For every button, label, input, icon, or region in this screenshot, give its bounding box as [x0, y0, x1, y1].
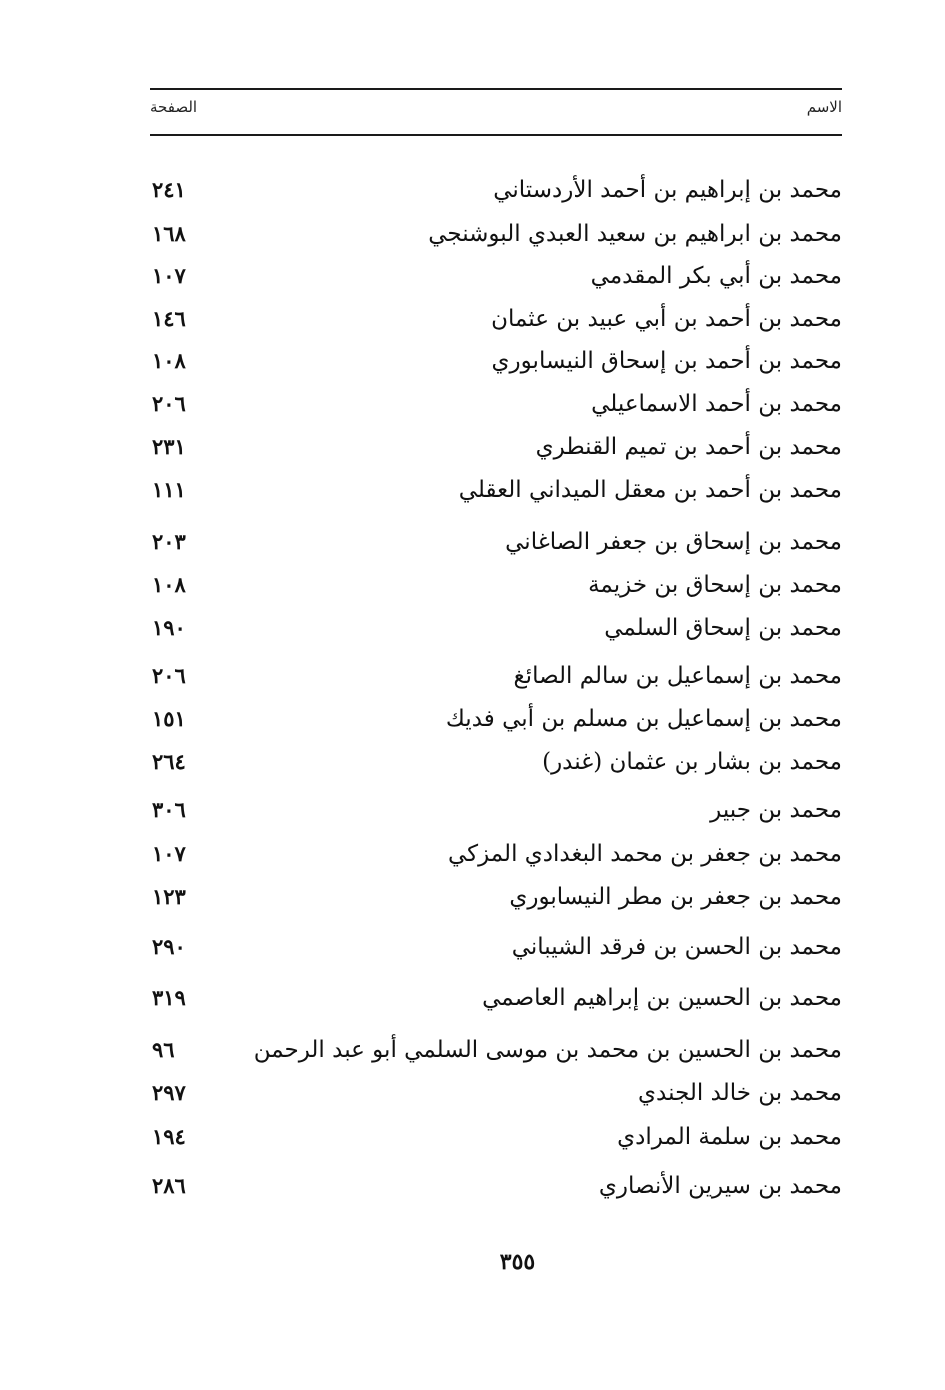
index-entry: [150, 470, 842, 510]
entry-name: محمد بن إبراهيم بن أحمد الأردستاني: [493, 177, 842, 203]
header-bottom-rule: [150, 134, 842, 136]
index-entry: [150, 608, 842, 648]
entry-page: ١٠٨: [152, 572, 186, 597]
entry-page: ١٠٨: [152, 348, 186, 373]
index-entry: [150, 170, 842, 210]
entry-page: ٢٦٤: [152, 749, 186, 774]
entry-page: ٢٠٣: [152, 529, 186, 554]
page-column-header: الصفحة: [150, 98, 198, 116]
entry-page: ٣١٩: [152, 985, 186, 1010]
index-entry: [150, 256, 842, 296]
index-entry: [150, 427, 842, 467]
entry-page: ١٠٧: [152, 263, 186, 288]
entry-page: ٢٤١: [152, 177, 186, 202]
entry-name: محمد بن خالد الجندي: [638, 1080, 842, 1106]
index-entry: [150, 877, 842, 917]
entry-page: ١١١: [152, 477, 186, 502]
entry-name: محمد بن إسحاق السلمي: [604, 615, 842, 641]
index-entry: [150, 656, 842, 696]
entry-name: محمد بن إسماعيل بن مسلم بن أبي فديك: [445, 706, 842, 732]
index-entry: [150, 978, 842, 1018]
page-number: ٣٥٥: [499, 1249, 536, 1275]
index-entry: [150, 1030, 842, 1070]
index-entry: [150, 699, 842, 739]
index-entry: [150, 1166, 842, 1206]
entry-name: محمد بن إسحاق بن خزيمة: [588, 572, 842, 598]
index-entry: [150, 341, 842, 381]
index-entry: [150, 384, 842, 424]
entry-page: ٩٦: [152, 1037, 175, 1062]
entry-page: ٢٠٦: [152, 663, 186, 688]
entry-name: محمد بن جبير: [710, 797, 842, 823]
index-entry: [150, 742, 842, 782]
entry-page: ٢٣١: [152, 434, 186, 459]
entry-name: محمد بن أحمد الاسماعيلي: [591, 391, 842, 417]
entry-name: محمد بن أحمد بن تميم القنطري: [535, 434, 842, 460]
index-entry: [150, 214, 842, 254]
index-entry: [150, 1073, 842, 1113]
entry-name: محمد بن أحمد بن أبي عبيد بن عثمان: [491, 306, 842, 332]
entry-name: محمد بن بشار بن عثمان (غندر): [542, 749, 842, 775]
index-entry: [150, 522, 842, 562]
entry-name: محمد بن أبي بكر المقدمي: [590, 263, 842, 289]
entry-page: ١٢٣: [152, 884, 186, 909]
entry-name: محمد بن سلمة المرادي: [617, 1124, 842, 1150]
entry-name: محمد بن أحمد بن إسحاق النيسابوري: [491, 348, 842, 374]
index-entry: [150, 834, 842, 874]
entry-name: محمد بن جعفر بن محمد البغدادي المزكي: [447, 841, 842, 867]
entry-page: ٢٨٦: [152, 1173, 186, 1198]
entry-page: ٣٠٦: [152, 797, 186, 822]
entry-page: ٢٠٦: [152, 391, 186, 416]
index-entry: [150, 565, 842, 605]
entry-page: ٢٩٠: [152, 934, 186, 959]
header-top-rule: [150, 88, 842, 90]
entry-name: محمد بن الحسن بن فرقد الشيباني: [511, 934, 842, 960]
index-entry: [150, 927, 842, 967]
entry-name: محمد بن إسماعيل بن سالم الصائغ: [513, 663, 842, 689]
entry-page: ٢٩٧: [152, 1080, 186, 1105]
entry-page: ١٥١: [152, 706, 186, 731]
entry-page: ١٠٧: [152, 841, 186, 866]
index-entry: [150, 1117, 842, 1157]
entry-page: ١٤٦: [152, 306, 186, 331]
entry-page: ١٦٨: [152, 221, 186, 246]
entry-name: محمد بن الحسين بن إبراهيم العاصمي: [482, 985, 842, 1011]
index-entry: [150, 790, 842, 830]
entry-name: محمد بن ابراهيم بن سعيد العبدي البوشنجي: [428, 221, 842, 247]
entry-name: محمد بن إسحاق بن جعفر الصاغاني: [505, 529, 842, 555]
entry-page: ١٩٠: [152, 615, 186, 640]
entry-page: ١٩٤: [152, 1124, 186, 1149]
index-entry: [150, 299, 842, 339]
entry-name: محمد بن سيرين الأنصاري: [598, 1173, 842, 1199]
entry-name: محمد بن جعفر بن مطر النيسابوري: [509, 884, 842, 910]
name-column-header: الاسم: [806, 98, 842, 116]
entry-name: محمد بن أحمد بن معقل الميداني العقلي: [458, 477, 842, 503]
entry-name: محمد بن الحسين بن محمد بن موسى السلمي أبو عبد الرحمن: [253, 1037, 842, 1063]
